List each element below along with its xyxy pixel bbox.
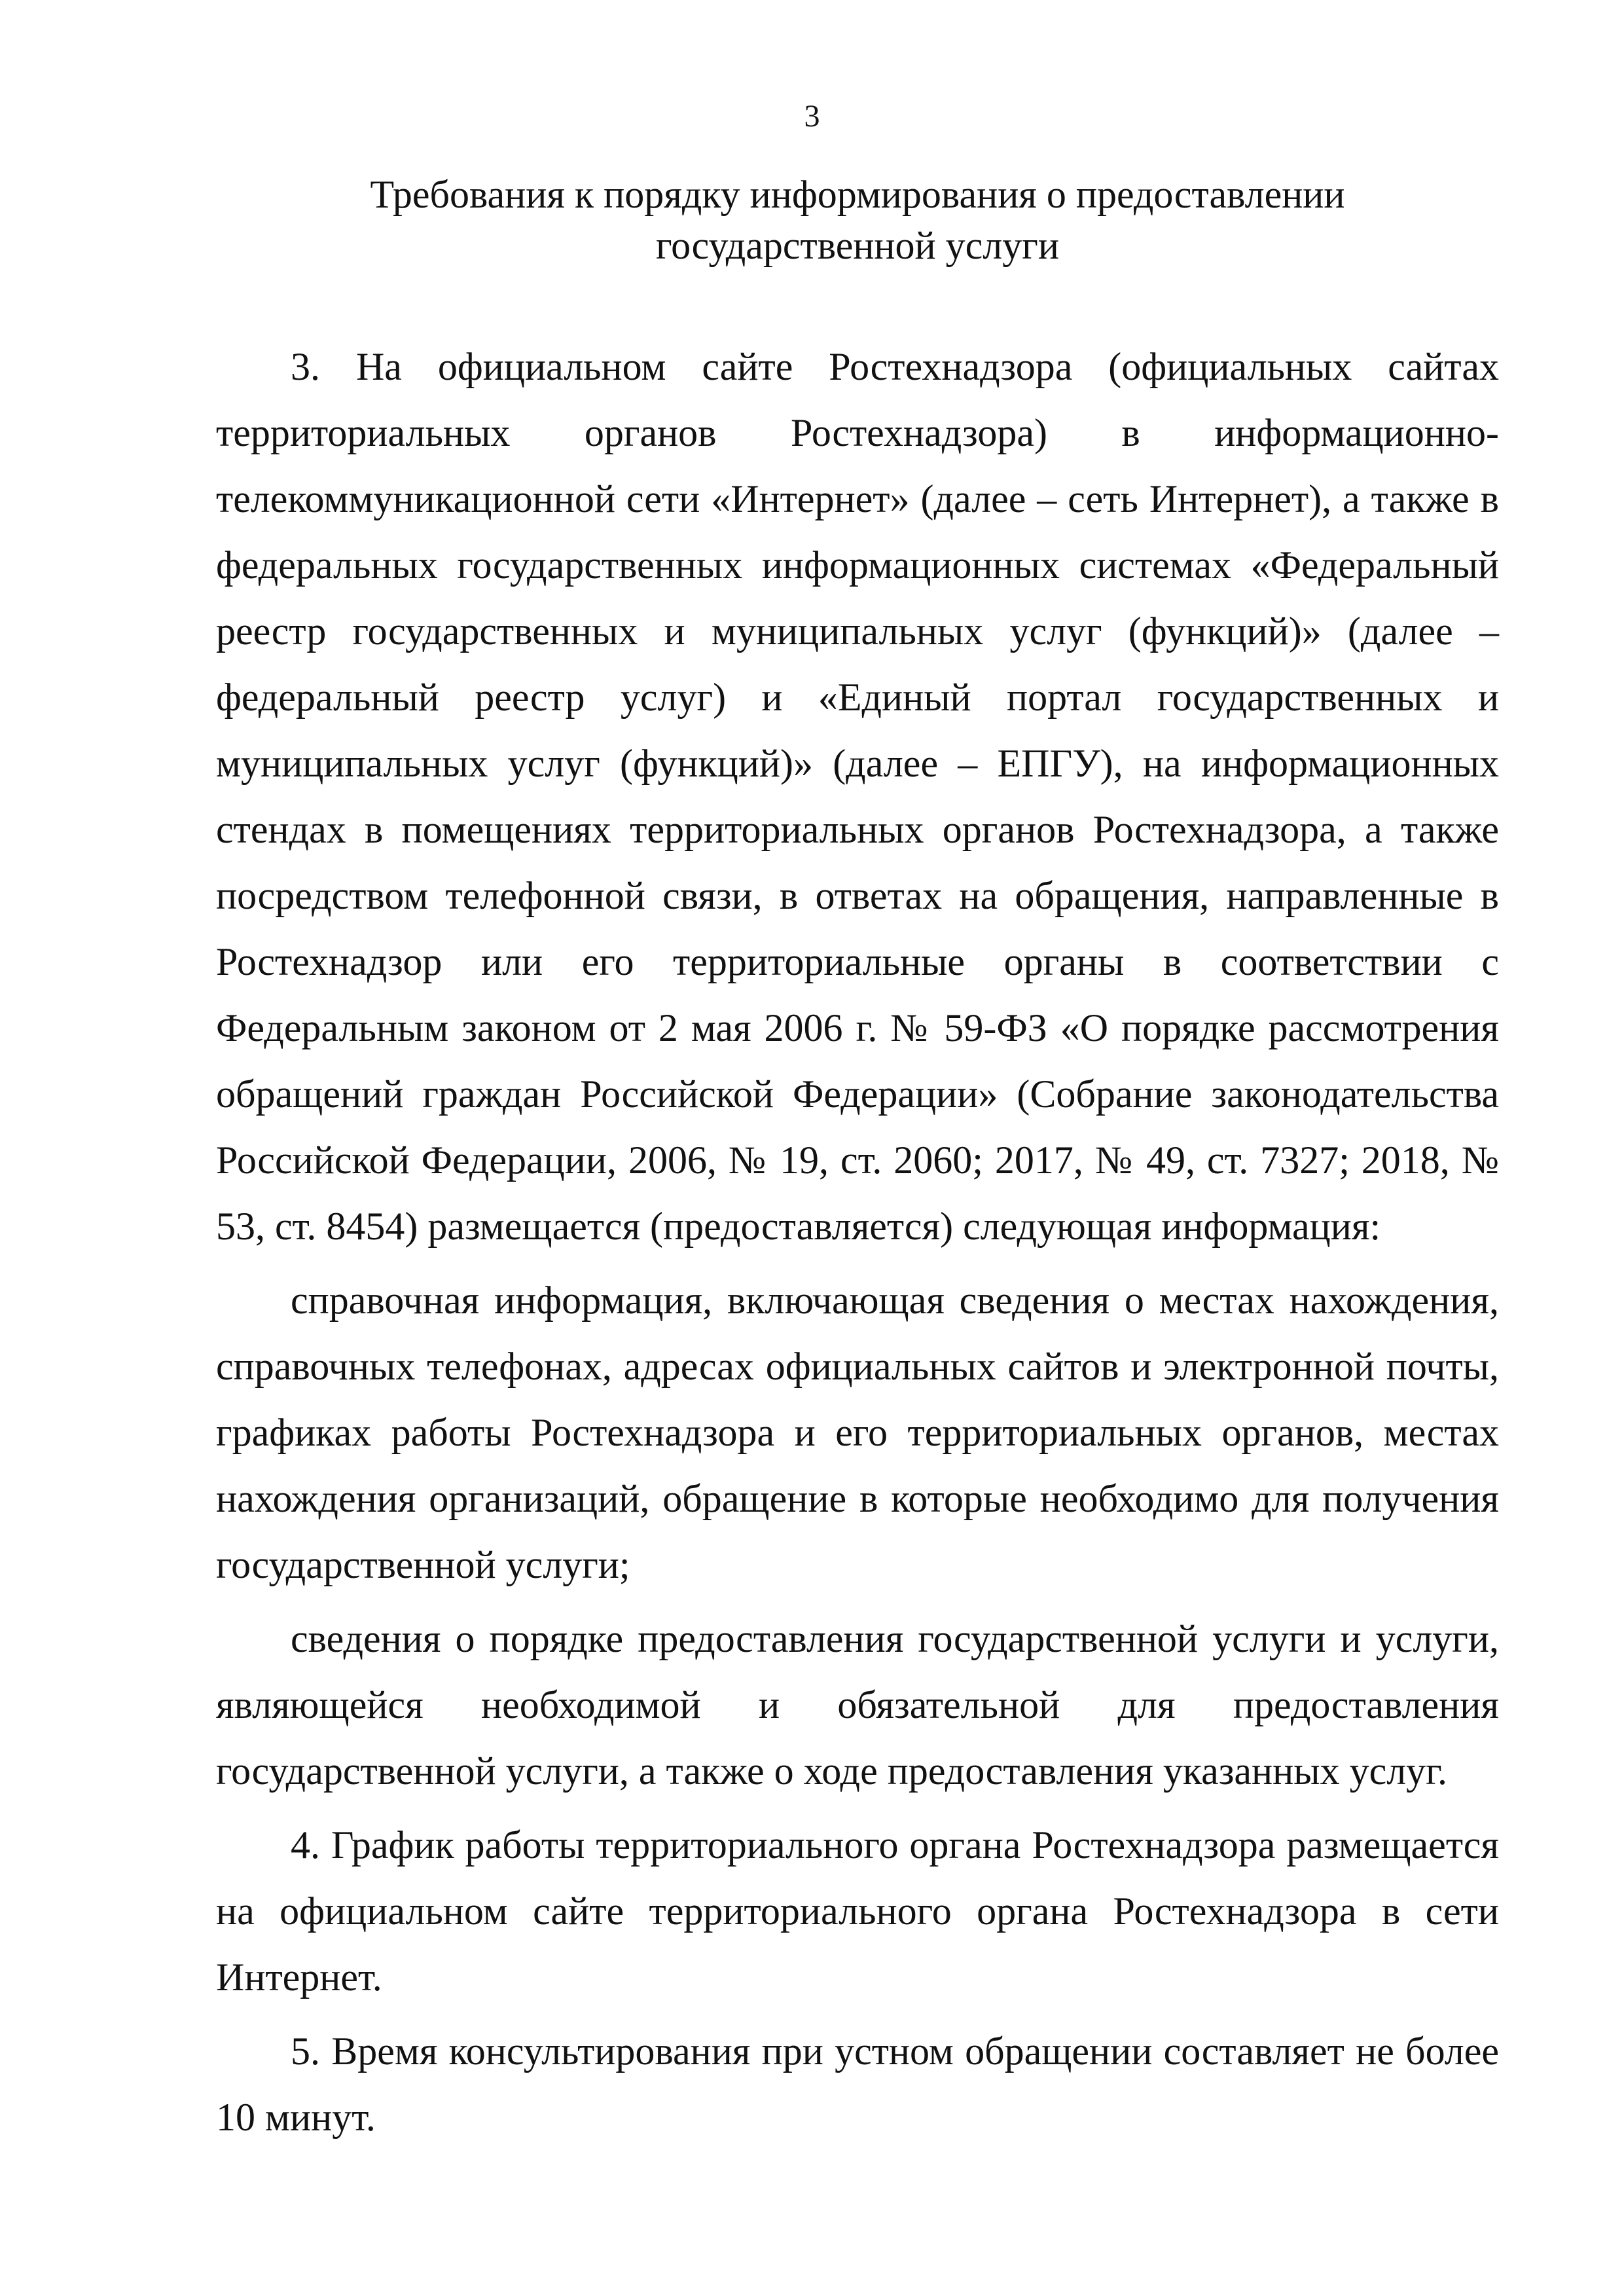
paragraph-reference-info: справочная информация, включающая сведения о местах нахождения, справочных телефонах, адресах официальных сайтов и электронной почты, графиках работы Ростехнадзора и его территориальных органов, местах нахождения организаций, обращение в которые необходимо для получения государственной услуги; [216, 1279, 1499, 1586]
document-body [216, 334, 1499, 2151]
section-heading [216, 169, 1499, 271]
section-heading-line-2: государственной услуги [656, 224, 1059, 267]
page-number: 3 [804, 99, 820, 134]
paragraph-item-4: 4. График работы территориального органа Ростехнадзора размещается на официальном сайте территориального органа Ростехнадзора в сети Интернет. [216, 1823, 1499, 1999]
paragraph-item-5: 5. Время консультирования при устном обращении составляет не более 10 минут. [216, 2030, 1499, 2139]
paragraph-service-procedure-info: сведения о порядке предоставления государственной услуги и услуги, являющейся необходимой и обязательной для предоставления государственной услуги, а также о ходе предоставления указанных услуг. [216, 1617, 1499, 1793]
paragraph-item-3: 3. На официальном сайте Ростехнадзора (официальных сайтах территориальных органов Ростехнадзора) в информационно-телекоммуникационной сети «Интернет» (далее – сеть Интернет), а также в федеральных государственных информационных системах «Федеральный реестр государственных и муниципальных услуг (функций)» (далее – федеральный реестр услуг) и «Единый портал государственных и муниципальных услуг (функций)» (далее – ЕПГУ), на информационных стендах в помещениях территориальных органов Ростехнадзора, а также посредством телефонной связи, в ответах на обращения, направленные в Ростехнадзор или его территориальные органы в соответствии с Федеральным законом от 2 мая 2006 г. № 59-ФЗ «О порядке рассмотрения обращений граждан Российской Федерации» (Собрание законодательства Российской Федерации, 2006, № 19, ст. 2060; 2017, № 49, ст. 7327; 2018, № 53, ст. 8454) размещается (предоставляется) следующая информация: [216, 345, 1499, 1248]
section-heading-line-1: Требования к порядку информирования о предоставлении [370, 173, 1345, 216]
